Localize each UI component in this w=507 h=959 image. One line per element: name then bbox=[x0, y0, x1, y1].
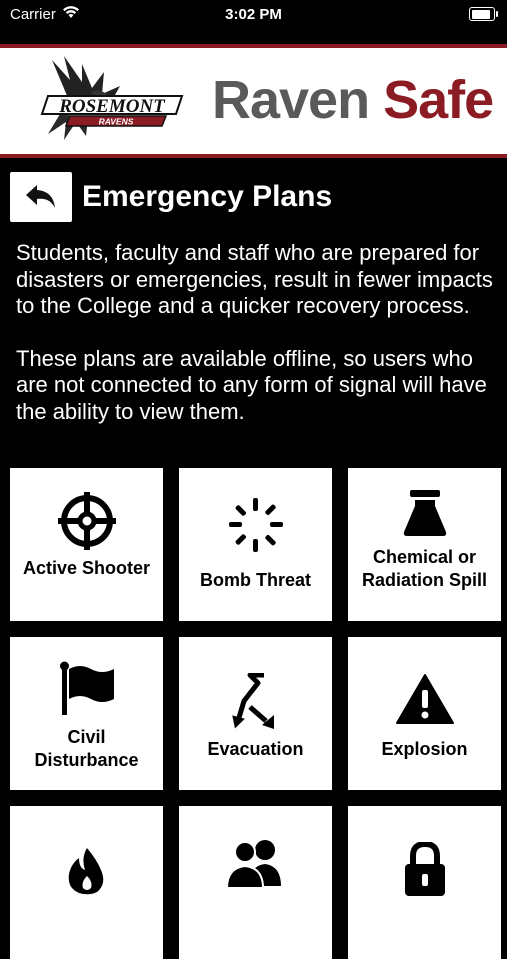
plan-label: Explosion bbox=[381, 739, 468, 759]
split-arrows-icon bbox=[179, 673, 332, 729]
battery-icon bbox=[469, 7, 495, 21]
plan-tile-people[interactable] bbox=[179, 806, 332, 959]
plan-tile-explosion[interactable] bbox=[348, 637, 501, 790]
people-icon bbox=[179, 836, 332, 888]
plan-tile-lockdown[interactable] bbox=[348, 806, 501, 959]
logo-text-sub: RAVENS bbox=[98, 116, 134, 127]
carrier-label: Carrier bbox=[10, 6, 56, 23]
plan-tile-chemical-spill[interactable] bbox=[348, 468, 501, 621]
warning-triangle-icon bbox=[348, 673, 501, 725]
plan-label: Civil Disturbance bbox=[34, 727, 139, 770]
fire-icon bbox=[10, 846, 163, 896]
plan-tile-bomb-threat[interactable] bbox=[179, 468, 332, 621]
flag-icon bbox=[10, 661, 163, 715]
banner-bottom-stripe bbox=[0, 154, 507, 158]
description-paragraph-1: Students, faculty and staff who are prepared for disasters or emergencies, result in fewer impacts to the College and a quicker recovery process. bbox=[16, 240, 493, 318]
plan-label: Active Shooter bbox=[22, 558, 151, 578]
app-title-raven: Raven bbox=[212, 70, 370, 130]
app-title-safe: Safe bbox=[383, 70, 494, 130]
rosemont-ravens-logo bbox=[30, 52, 190, 152]
app-title bbox=[212, 64, 493, 136]
plan-label: Evacuation bbox=[207, 739, 304, 759]
lock-icon bbox=[348, 842, 501, 898]
banner-top-stripe bbox=[0, 44, 507, 48]
plan-tile-evacuation[interactable] bbox=[179, 637, 332, 790]
logo-text-main: ROSEMONT bbox=[59, 96, 165, 117]
plan-label: Chemical or Radiation Spill bbox=[361, 547, 487, 590]
plan-tile-active-shooter[interactable] bbox=[10, 468, 163, 621]
description-paragraph-2: These plans are available offline, so users who are not connected to any form of signal will have the ability to view them. bbox=[16, 345, 487, 424]
back-button[interactable] bbox=[10, 172, 72, 222]
app-banner bbox=[0, 44, 507, 158]
plan-tile-civil-disturbance[interactable] bbox=[10, 637, 163, 790]
crosshair-icon bbox=[10, 492, 163, 550]
plan-tile-fire[interactable] bbox=[10, 806, 163, 959]
page-title: Emergency Plans bbox=[82, 180, 333, 213]
description bbox=[16, 240, 496, 425]
flask-icon bbox=[348, 488, 501, 538]
status-bar bbox=[0, 0, 507, 30]
plan-label: Bomb Threat bbox=[199, 570, 311, 590]
clock: 3:02 PM bbox=[225, 6, 282, 23]
back-arrow-icon bbox=[25, 183, 57, 211]
burst-icon bbox=[179, 496, 332, 554]
